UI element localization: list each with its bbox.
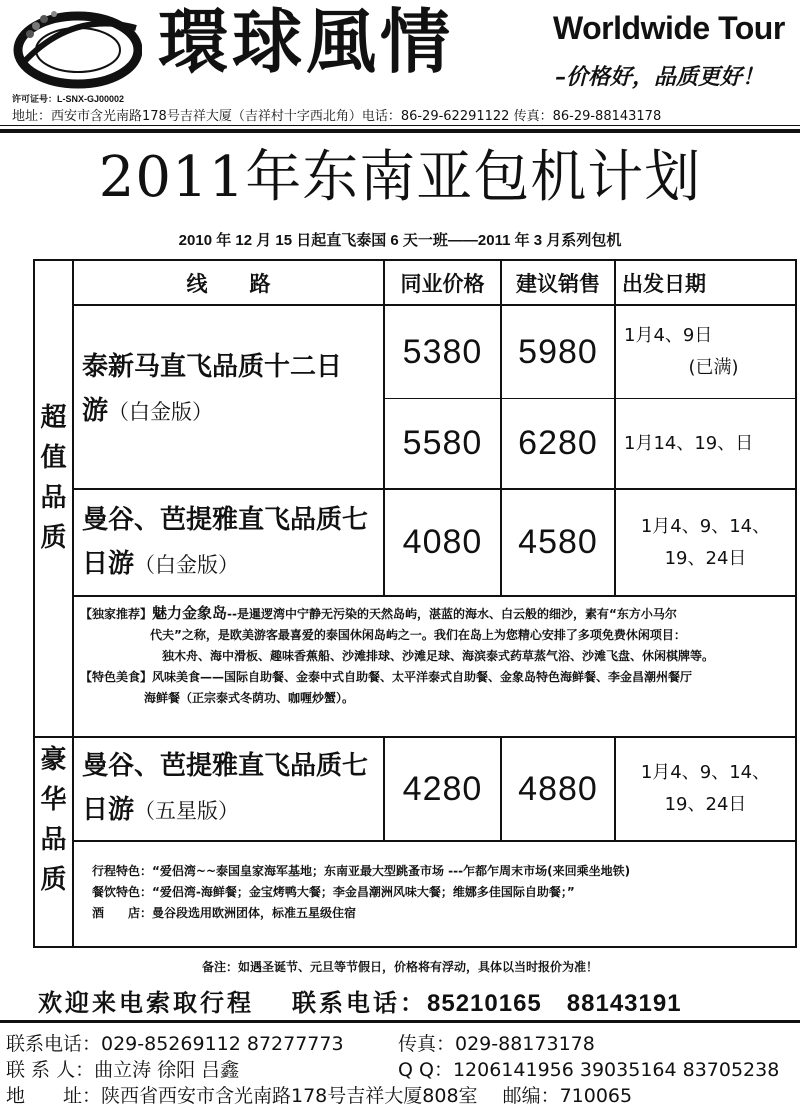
route-name: 泰新马直飞品质十二日 游（白金版） (82, 352, 343, 426)
section-label-char: 值 (40, 443, 67, 473)
section-label-char: 质 (40, 523, 67, 553)
section-label-char: 豪 (40, 745, 67, 775)
divider (0, 129, 800, 133)
section-label-char: 品 (40, 825, 67, 855)
header-address: 地址：西安市含光南路178号吉祥大厦（吉祥村十字西北角）电话：86-29-62291122 传真：86-29-88143178 (12, 109, 662, 124)
section-label-char: 品 (40, 483, 67, 513)
route-name: 曼谷、芭提雅直飞品质七 日游（五星版） (82, 751, 369, 825)
section-label-value (35, 398, 72, 558)
suggested-price: 4880 (518, 769, 598, 808)
section-label-char: 超 (40, 403, 67, 433)
divider (0, 125, 800, 126)
itinerary-notes: 行程特色：“爱侣湾~~泰国皇家海军基地；东南亚最大型跳蚤市场 ---乍都乍周末市场(来回乘坐地铁) 餐饮特色：“爱侣湾-海鲜餐；金宝烤鸭大餐；李金昌潮洲风味大餐；维娜多佳国际自助餐；” 酒 店：曼谷段选用欧洲团体，标准五星级住宿 (92, 864, 631, 920)
footer-contacts: 联 系 人：曲立涛 徐阳 吕鑫 (6, 1059, 240, 1081)
page-title: 2011年东南亚包机计划 (98, 145, 702, 210)
peer-price: 5380 (402, 332, 483, 371)
header-suggested-price: 建议销售 (516, 271, 600, 296)
departure-date: 1月14、19、日 (624, 432, 754, 454)
header-peer-price: 同业价格 (400, 271, 485, 296)
feature-notes: 【独家推荐】魅力金象岛--是暹逻湾中宁静无污染的天然岛屿，湛蓝的海水、白云般的细沙，素有“东方小马尔 代夫”之称，是欧美游客最喜爱的泰国休闲岛屿之一。我们在岛上为您精心安排了多项免费休闲项目： 独木舟、海中滑板、趣味香蕉船、沙滩排球、沙滩足球、海滨泰式药草蒸气浴、沙滩飞盘、休闲棋牌等。 【特色美食】风味美食——国际自助餐、金泰中式自助餐、太平洋泰式自助餐、金象岛特色海鲜餐、李金昌潮州餐厅 海鲜餐（正宗泰式冬荫功、咖喱炒蟹）。 (80, 604, 715, 705)
divider (0, 1020, 800, 1023)
footer-address: 地 址：陕西省西安市含光南路178号吉祥大厦808室 邮编：710065 (6, 1085, 633, 1107)
contact-banner: 欢迎来电索取行程 联系电话：85210165 88143191 (38, 989, 682, 1017)
departure-date: 1月4、9日 (已满) (624, 325, 739, 378)
license-number: 许可证号：L-SNX-GJ00002 (12, 94, 125, 104)
page-subtitle: 2010 年 12 月 15 日起直飞泰国 6 天一班——2011 年 3 月系列包机 (178, 232, 622, 249)
suggested-price: 5980 (518, 332, 598, 371)
peer-price: 5580 (402, 424, 483, 462)
remark: 备注：如遇圣诞节、元旦等节假日，价格将有浮动，具体以当时报价为准！ (201, 960, 598, 974)
peer-price: 4080 (402, 523, 483, 561)
footer-qq: Q Q：1206141956 39035164 83705238 (398, 1059, 780, 1081)
suggested-price: 4580 (518, 523, 598, 561)
section-label-luxury (35, 740, 72, 900)
header-route: 线 路 (186, 271, 271, 296)
peer-price: 4280 (402, 769, 483, 808)
footer-phone: 联系电话：029-85269112 87277773 (6, 1033, 344, 1055)
suggested-price: 6280 (518, 424, 598, 462)
departure-date: 1月4、9、14、 19、24日 (640, 762, 771, 815)
route-name: 曼谷、芭提雅直飞品质七 日游（白金版） (82, 505, 369, 579)
departure-date: 1月4、9、14、 19、24日 (640, 515, 771, 569)
globe-logo-icon (12, 4, 142, 92)
brand-name: 環球風情 (158, 1, 454, 83)
header-departure: 出发日期 (622, 271, 706, 296)
section-label-char: 华 (40, 785, 67, 815)
section-label-char: 质 (40, 865, 67, 895)
footer-fax: 传真：029-88173178 (398, 1033, 595, 1055)
slogan: –价格好，品质更好！ (555, 64, 765, 90)
brand-english: Worldwide Tour (553, 10, 785, 46)
